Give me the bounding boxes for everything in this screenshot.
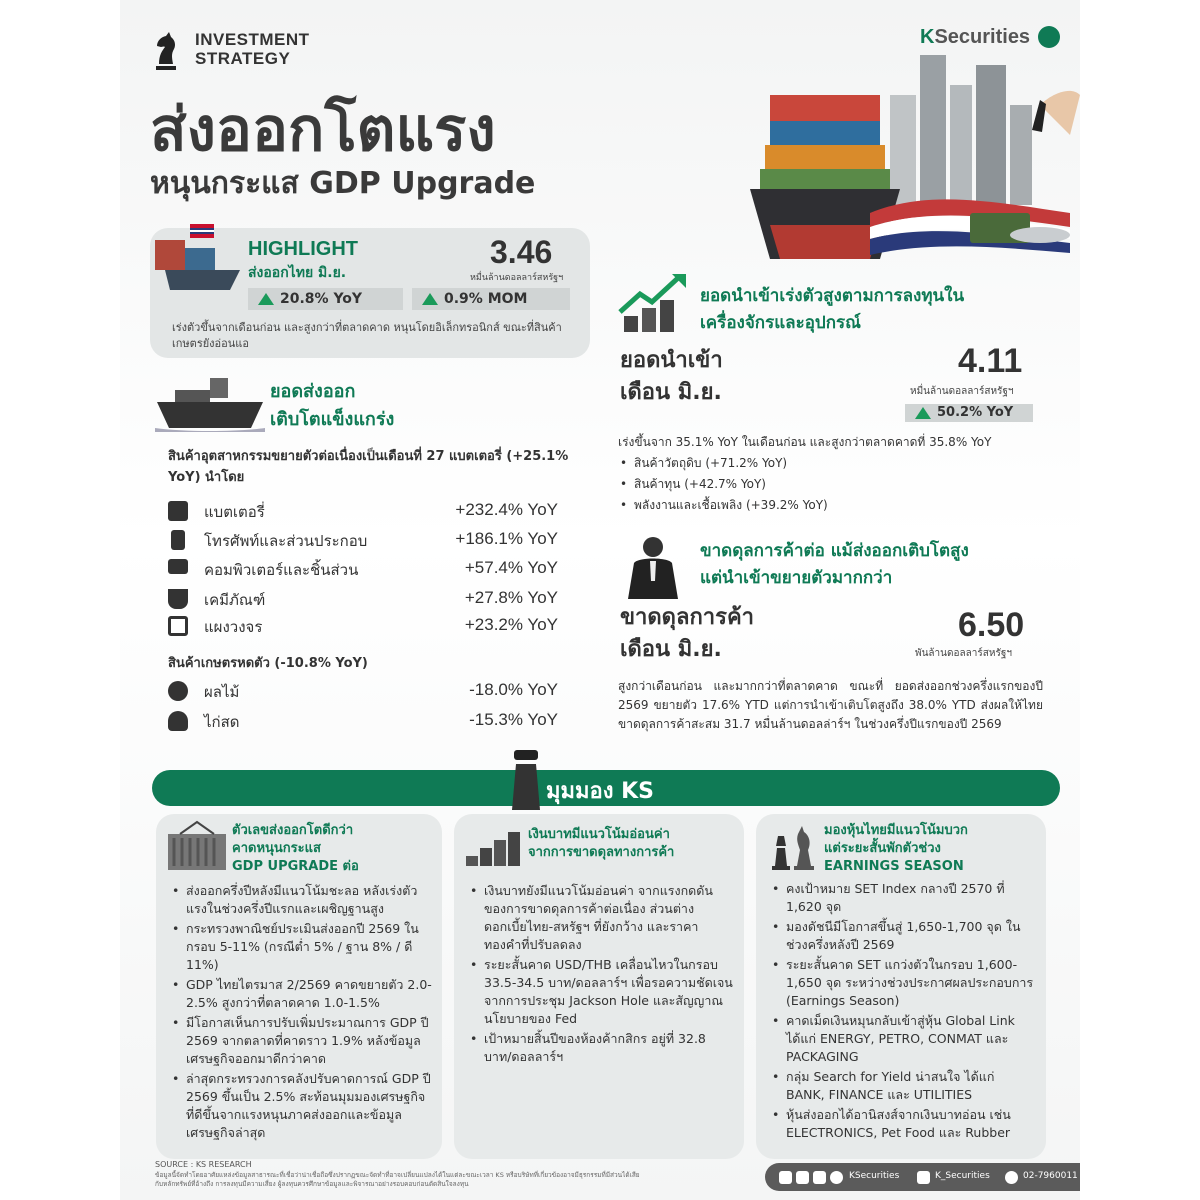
item-value: +23.2% YoY <box>464 615 558 634</box>
social-bar <box>765 1163 1080 1191</box>
card-heading <box>824 822 968 876</box>
card-heading-line: EARNINGS SEASON <box>824 859 964 874</box>
list-item: • ส่งออกครึ่งปีหลังมีแนวโน้มชะลอ หลังเร่งตัวแรงในช่วงครึ่งปีแรกและเผชิญฐานสูง <box>170 882 432 918</box>
deficit-value: 6.50 <box>958 606 1025 644</box>
item-label: ผลไม้ <box>204 683 240 701</box>
highlight-export-value: 3.46 <box>490 234 553 270</box>
list-item: • มองดัชนีมีโอกาสขึ้นสู่ 1,650-1,700 จุด ในช่วงครึ่งหลังปี 2569 <box>770 918 1036 954</box>
ks-view-title: มุมมอง KS <box>545 779 654 804</box>
list-item: • ล่าสุดกระทรวงการคลังปรับคาดการณ์ GDP ปี 2569 ขึ้นเป็น 2.5% สะท้อนมุมมองเศรษฐกิจที่ดีขึ้นจากแรงหนุนภาคส่งออกและข้อมูลเศรษฐกิจล่าสุด <box>170 1070 432 1142</box>
ks-view-card-gdp <box>156 814 442 1159</box>
tiktok-icon[interactable] <box>830 1171 843 1184</box>
highlight-mom-badge <box>412 288 570 310</box>
ks-view-card-baht <box>454 814 744 1159</box>
imports-yoy-badge <box>905 404 1033 422</box>
item-value: -18.0% YoY <box>469 680 558 699</box>
highlight-mom-text: 0.9% MOM <box>444 291 528 307</box>
youtube-icon[interactable] <box>813 1171 826 1184</box>
up-arrow-icon <box>258 293 274 305</box>
list-item: • GDP ไทยไตรมาส 2/2569 คาดขยายตัว 2.0-2.5% สูงกว่าที่ตลาดคาด 1.0-1.5% <box>170 976 432 1012</box>
flask-icon <box>168 589 188 609</box>
highlight-note: เร่งตัวขึ้นจากเดือนก่อน และสูงกว่าที่ตลาดคาด หนุนโดยอิเล็กทรอนิกส์ ขณะที่สินค้าเกษตรยังอ่อนแอ <box>172 321 562 350</box>
card-heading-line: GDP UPGRADE ต่อ <box>232 859 359 874</box>
card-heading-line: คาดหนุนกระแส <box>232 841 321 856</box>
page-subtitle: หนุนกระแส GDP Upgrade <box>150 166 536 201</box>
phone-icon <box>171 530 185 550</box>
item-label: ไก่สด <box>204 713 240 731</box>
list-item: • มีโอกาสเห็นการปรับเพิ่มประมาณการ GDP ปี 2569 จากตลาดที่คาดราว 1.9% หลังข้อมูลเศรษฐกิจออกมาดีกว่าคาด <box>170 1014 432 1068</box>
item-value: +186.1% YoY <box>455 529 558 548</box>
item-label: เคมีภัณฑ์ <box>204 591 266 609</box>
item-value: +57.4% YoY <box>464 558 558 577</box>
card-heading <box>232 822 359 876</box>
deficit-heading-line-1: ขาดดุลการค้าต่อ แม้ส่งออกเติบโตสูง <box>700 541 969 561</box>
list-item: • สินค้าวัตถุดิบ (+71.2% YoY) <box>618 453 1058 474</box>
imports-value: 4.11 <box>958 342 1023 380</box>
list-item <box>168 709 558 733</box>
item-value: +27.8% YoY <box>464 588 558 607</box>
deficit-heading-line-2: แต่นำเข้าขยายตัวมากกว่า <box>700 568 893 588</box>
chip-icon <box>168 616 188 636</box>
imports-heading-line-1: ยอดนำเข้าเร่งตัวสูงตามการลงทุนใน <box>700 286 965 306</box>
infographic-page <box>120 0 1080 1200</box>
growth-chart-icon <box>618 272 694 336</box>
deficit-label <box>620 602 754 666</box>
item-value: +232.4% YoY <box>455 500 558 519</box>
list-item: • กระทรวงพาณิชย์ประเมินส่งออกปี 2569 ในกรอบ 5-11% (กรณีต่ำ 5% / ฐาน 8% / ดี 11%) <box>170 920 432 974</box>
hero-cargo-ship-illustration <box>620 35 1080 265</box>
brand-label <box>195 30 310 68</box>
card-heading-line: ตัวเลขส่งออกโตดีกว่า <box>232 823 354 838</box>
list-item: • ระยะสั้นคาด SET แกว่งตัวในกรอบ 1,600-1,650 จุด ระหว่างช่วงประกาศผลประกอบการ (Earnings Season) <box>770 956 1036 1010</box>
item-value: -15.3% YoY <box>469 710 558 729</box>
container-ship-icon <box>155 372 265 434</box>
imports-label <box>620 345 723 409</box>
list-item <box>168 679 558 703</box>
coin-stack-icon <box>464 828 526 868</box>
export-ship-icon <box>145 220 245 300</box>
imports-unit: หมื่นล้านดอลลาร์สหรัฐฯ <box>910 386 1014 397</box>
card-heading-line: มองหุ้นไทยมีแนวโน้มบวก <box>824 823 968 838</box>
social-name-link[interactable]: KSecurities <box>849 1171 900 1181</box>
industrial-lead: สินค้าอุตสาหกรรมขยายตัวต่อเนื่องเป็นเดือนที่ 27 แบตเตอรี่ (+25.1% YoY) นำโดย <box>168 449 569 485</box>
card-heading-line: เงินบาทมีแนวโน้มอ่อนค่า <box>528 827 670 842</box>
list-item: • หุ้นส่งออกได้อานิสงส์จากเงินบาทอ่อน เช่น ELECTRONICS, Pet Food และ Rubber <box>770 1106 1036 1142</box>
deficit-body: สูงกว่าเดือนก่อน และมากกว่าที่ตลาดคาด ขณะที่ ยอดส่งออกช่วงครึ่งแรกของปี 2569 ขยายตัว 17.6% YTD แต่การนำเข้าเติบโตสูงถึง 38.0% YTD ส่งผลให้ไทยขาดดุลการค้าสะสม 31.7 หมื่นล้านดอลล่าร์ฯ ในช่วงครึ่งปีแรกของปี 2569 <box>618 679 1043 731</box>
exports-heading-line-2: เติบโตแข็งแกร่ง <box>270 409 395 430</box>
card-heading-line: แต่ระยะสั้นพักตัวช่วง <box>824 841 941 856</box>
imports-heading-line-2: เครื่องจักรและอุปกรณ์ <box>700 313 861 333</box>
battery-icon <box>168 501 188 521</box>
imports-label-line-2: เดือน มิ.ย. <box>620 380 722 405</box>
card-heading-line: จากการขาดดุลทางการค้า <box>528 845 675 860</box>
page-title: ส่งออกโตแรง <box>150 95 496 165</box>
list-item: • คาดเม็ดเงินหมุนกลับเข้าสู่หุ้น Global Link ได้แก่ ENERGY, PETRO, CONMAT และ PACKAGING <box>770 1012 1036 1066</box>
card-heading <box>528 826 674 862</box>
brand-line-1: INVESTMENT <box>195 30 310 49</box>
social-handle-link[interactable]: K_Securities <box>935 1171 990 1181</box>
exports-heading <box>270 378 394 434</box>
list-item: • กลุ่ม Search for Yield น่าสนใจ ได้แก่ BANK, FINANCE และ UTILITIES <box>770 1068 1036 1104</box>
source-note: SOURCE : KS RESEARCH <box>155 1160 252 1169</box>
highlight-yoy-badge <box>248 288 403 310</box>
shipping-container-icon <box>166 820 228 872</box>
list-item <box>168 499 558 523</box>
list-item <box>168 587 558 611</box>
item-label: แบตเตอรี่ <box>204 503 265 521</box>
deficit-label-line-1: ขาดดุลการค้า <box>620 605 755 630</box>
highlight-subheading: ส่งออกไทย มิ.ย. <box>248 265 347 281</box>
highlight-yoy-text: 20.8% YoY <box>280 291 363 307</box>
logo-text: Securities <box>934 26 1031 48</box>
imports-heading <box>700 283 964 337</box>
disclaimer: ข้อมูลนี้จัดทำโดยอาศัยแหล่งข้อมูลสาธารณะที่เชื่อว่าน่าเชื่อถือซึ่งปรากฏขณะจัดทำที่อาจเปลี่ยนแปลงได้ในแต่ละขณะเวลา KS หรือบริษัทที่เกี่ยวข้องอาจมีธุรกรรมที่มีส่วนได้เสียกับหลักทรัพย์ที่อ้างถึง การลงทุนมีความเสี่ยง ผู้ลงทุนควรศึกษาข้อมูลและพิจารณาอย่างรอบคอบก่อนตัดสินใจลงทุน <box>155 1171 640 1188</box>
line-icon[interactable] <box>796 1171 809 1184</box>
computer-icon <box>168 559 188 574</box>
chess-pieces-icon <box>766 820 818 872</box>
phone-number[interactable]: 02-7960011 <box>1023 1171 1078 1181</box>
imports-yoy-text: 50.2% YoY <box>937 405 1014 420</box>
list-item <box>168 557 558 581</box>
list-item <box>168 528 558 552</box>
up-arrow-icon <box>915 407 931 419</box>
deficit-label-line-2: เดือน มิ.ย. <box>620 637 722 662</box>
list-item: • เป้าหมายสิ้นปีของห้องค้ากสิกร อยู่ที่ 32.8 บาท/ดอลลาร์ฯ <box>468 1030 734 1066</box>
facebook-icon[interactable] <box>779 1171 792 1184</box>
list-item <box>168 614 558 638</box>
imports-label-line-1: ยอดนำเข้า <box>620 348 723 373</box>
agri-lead: สินค้าเกษตรหดตัว (-10.8% YoY) <box>168 656 368 671</box>
list-item: • คงเป้าหมาย SET Index กลางปี 2570 ที่ 1,620 จุด <box>770 880 1036 916</box>
highlight-unit: หมื่นล้านดอลลาร์สหรัฐฯ <box>470 273 564 283</box>
item-label: โทรศัพท์และส่วนประกอบ <box>204 532 368 550</box>
logo-prefix: K <box>920 26 935 48</box>
card-bullets <box>468 882 734 1068</box>
card-bullets <box>170 882 432 1144</box>
chess-knight-icon <box>150 26 182 72</box>
imports-body-text: เร่งขึ้นจาก 35.1% YoY ในเดือนก่อน และสูงกว่าตลาดคาดที่ 35.8% YoY <box>618 435 992 449</box>
deficit-heading <box>700 538 969 592</box>
exports-heading-line-1: ยอดส่งออก <box>270 381 356 402</box>
item-label: แผงวงจร <box>204 618 263 636</box>
imports-body <box>618 432 1058 516</box>
ks-view-card-stocks <box>756 814 1046 1159</box>
chicken-icon <box>168 711 188 731</box>
item-label: คอมพิวเตอร์และชิ้นส่วน <box>204 561 359 579</box>
card-bullets <box>770 880 1036 1144</box>
deficit-unit: พันล้านดอลลาร์สหรัฐฯ <box>915 648 1012 659</box>
brand-line-2: STRATEGY <box>195 49 291 68</box>
x-icon[interactable] <box>917 1171 930 1184</box>
up-arrow-icon <box>422 293 438 305</box>
list-item: • เงินบาทยังมีแนวโน้มอ่อนค่า จากแรงกดดันของการขาดดุลการค้าต่อเนื่อง ส่วนต่างดอกเบี้ยไทย-สหรัฐฯ ที่ยังกว้าง และราคาทองคำที่ปรับลดลง <box>468 882 734 954</box>
list-item: • พลังงานและเชื้อเพลิง (+39.2% YoY) <box>618 495 1058 516</box>
list-item: • สินค้าทุน (+42.7% YoY) <box>618 474 1058 495</box>
list-item: • ระยะสั้นคาด USD/THB เคลื่อนไหวในกรอบ 33.5-34.5 บาท/ดอลลาร์ฯ เพื่อรอความชัดเจนจากการประชุม Jackson Hole และสัญญาณนโยบายของ Fed <box>468 956 734 1028</box>
phone-icon <box>1005 1171 1018 1184</box>
fruit-icon <box>168 681 188 701</box>
highlight-heading: HIGHLIGHT <box>248 238 358 260</box>
businessman-icon <box>620 535 686 599</box>
